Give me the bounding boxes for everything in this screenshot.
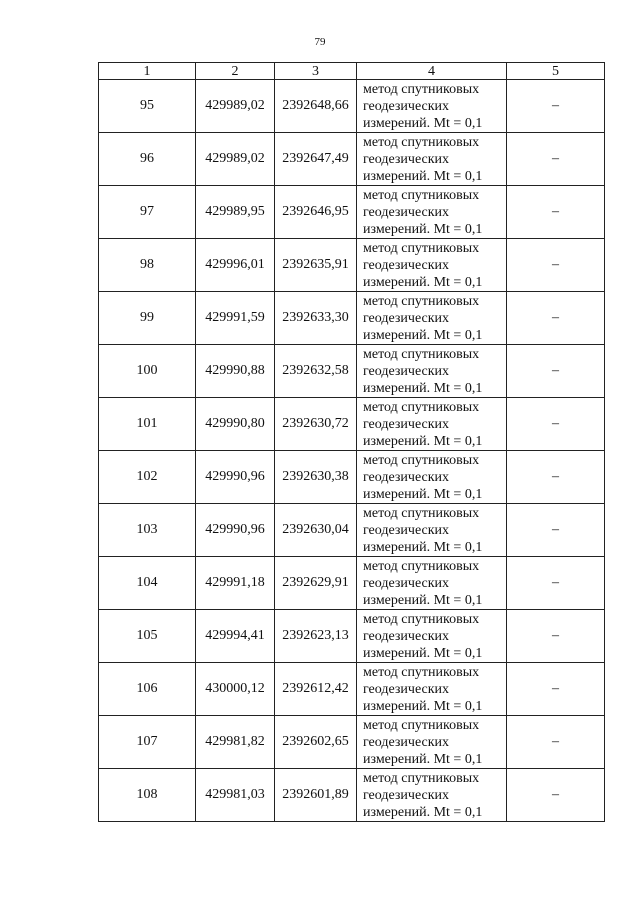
method-line: измерений. Mt = 0,1 [363, 645, 483, 661]
method-cell [357, 451, 507, 504]
method-line: метод спутниковых [363, 770, 480, 786]
table-row [99, 345, 605, 398]
table-row [99, 133, 605, 186]
method-cell [357, 398, 507, 451]
method-line: измерений. Mt = 0,1 [363, 327, 483, 343]
table-header [99, 63, 605, 80]
method-line: измерений. Mt = 0,1 [363, 751, 483, 767]
point-number-cell: 100 [99, 345, 196, 398]
table-row [99, 292, 605, 345]
method-cell [357, 610, 507, 663]
y-coordinate-cell: 2392629,91 [275, 557, 357, 610]
point-number-cell: 102 [99, 451, 196, 504]
method-line: метод спутниковых [363, 399, 480, 415]
method-line: измерений. Mt = 0,1 [363, 380, 483, 396]
method-line: метод спутниковых [363, 664, 480, 680]
y-coordinate-cell: 2392630,72 [275, 398, 357, 451]
method-line: метод спутниковых [363, 611, 480, 627]
method-cell [357, 133, 507, 186]
point-number-cell: 108 [99, 769, 196, 822]
table-row [99, 451, 605, 504]
method-line: метод спутниковых [363, 452, 480, 468]
x-coordinate-cell: 429989,02 [196, 80, 275, 133]
method-cell [357, 769, 507, 822]
x-coordinate-cell: 429990,96 [196, 504, 275, 557]
point-number-cell: 97 [99, 186, 196, 239]
method-line: измерений. Mt = 0,1 [363, 274, 483, 290]
method-line: геодезических [363, 575, 450, 591]
header-cell-4: 4 [357, 63, 507, 80]
y-coordinate-cell: 2392633,30 [275, 292, 357, 345]
table-row [99, 769, 605, 822]
header-cell-3: 3 [275, 63, 357, 80]
method-line: измерений. Mt = 0,1 [363, 698, 483, 714]
note-cell: – [507, 133, 605, 186]
y-coordinate-cell: 2392612,42 [275, 663, 357, 716]
method-line: геодезических [363, 787, 450, 803]
table-row [99, 80, 605, 133]
y-coordinate-cell: 2392623,13 [275, 610, 357, 663]
table-row [99, 557, 605, 610]
method-line: метод спутниковых [363, 187, 480, 203]
method-line: измерений. Mt = 0,1 [363, 592, 483, 608]
x-coordinate-cell: 429990,80 [196, 398, 275, 451]
header-cell-1: 1 [99, 63, 196, 80]
y-coordinate-cell: 2392602,65 [275, 716, 357, 769]
method-line: метод спутниковых [363, 558, 480, 574]
method-line: метод спутниковых [363, 293, 480, 309]
method-cell [357, 557, 507, 610]
note-cell: – [507, 292, 605, 345]
method-line: геодезических [363, 257, 450, 273]
header-cell-2: 2 [196, 63, 275, 80]
x-coordinate-cell: 429994,41 [196, 610, 275, 663]
header-row [99, 63, 605, 80]
x-coordinate-cell: 429989,02 [196, 133, 275, 186]
x-coordinate-cell: 429981,03 [196, 769, 275, 822]
y-coordinate-cell: 2392632,58 [275, 345, 357, 398]
method-line: измерений. Mt = 0,1 [363, 804, 483, 820]
table-row [99, 239, 605, 292]
y-coordinate-cell: 2392630,38 [275, 451, 357, 504]
note-cell: – [507, 186, 605, 239]
table-row [99, 398, 605, 451]
method-line: геодезических [363, 416, 450, 432]
table-row [99, 716, 605, 769]
x-coordinate-cell: 429990,88 [196, 345, 275, 398]
y-coordinate-cell: 2392630,04 [275, 504, 357, 557]
method-line: измерений. Mt = 0,1 [363, 221, 483, 237]
method-cell [357, 239, 507, 292]
x-coordinate-cell: 430000,12 [196, 663, 275, 716]
point-number-cell: 103 [99, 504, 196, 557]
x-coordinate-cell: 429981,82 [196, 716, 275, 769]
note-cell: – [507, 716, 605, 769]
note-cell: – [507, 769, 605, 822]
note-cell: – [507, 398, 605, 451]
method-line: измерений. Mt = 0,1 [363, 168, 483, 184]
method-line: метод спутниковых [363, 240, 480, 256]
note-cell: – [507, 504, 605, 557]
note-cell: – [507, 239, 605, 292]
method-line: метод спутниковых [363, 134, 480, 150]
table-row [99, 610, 605, 663]
note-cell: – [507, 557, 605, 610]
method-cell [357, 663, 507, 716]
method-line: геодезических [363, 98, 450, 114]
method-line: геодезических [363, 628, 450, 644]
method-line: геодезических [363, 204, 450, 220]
method-cell [357, 345, 507, 398]
note-cell: – [507, 80, 605, 133]
table-row [99, 186, 605, 239]
point-number-cell: 105 [99, 610, 196, 663]
method-line: измерений. Mt = 0,1 [363, 486, 483, 502]
method-line: геодезических [363, 469, 450, 485]
point-number-cell: 96 [99, 133, 196, 186]
table-body [99, 80, 605, 822]
y-coordinate-cell: 2392601,89 [275, 769, 357, 822]
coordinates-table [98, 62, 605, 822]
x-coordinate-cell: 429989,95 [196, 186, 275, 239]
y-coordinate-cell: 2392648,66 [275, 80, 357, 133]
point-number-cell: 106 [99, 663, 196, 716]
note-cell: – [507, 610, 605, 663]
x-coordinate-cell: 429991,18 [196, 557, 275, 610]
y-coordinate-cell: 2392635,91 [275, 239, 357, 292]
method-line: метод спутниковых [363, 346, 480, 362]
point-number-cell: 98 [99, 239, 196, 292]
point-number-cell: 95 [99, 80, 196, 133]
x-coordinate-cell: 429991,59 [196, 292, 275, 345]
note-cell: – [507, 345, 605, 398]
method-line: измерений. Mt = 0,1 [363, 433, 483, 449]
method-line: геодезических [363, 522, 450, 538]
method-line: геодезических [363, 734, 450, 750]
method-line: метод спутниковых [363, 505, 480, 521]
method-line: метод спутниковых [363, 81, 480, 97]
y-coordinate-cell: 2392647,49 [275, 133, 357, 186]
method-line: геодезических [363, 363, 450, 379]
method-cell [357, 80, 507, 133]
method-cell [357, 504, 507, 557]
method-line: измерений. Mt = 0,1 [363, 115, 483, 131]
x-coordinate-cell: 429990,96 [196, 451, 275, 504]
point-number-cell: 104 [99, 557, 196, 610]
page-number: 79 [314, 36, 326, 48]
method-line: геодезических [363, 151, 450, 167]
header-cell-5: 5 [507, 63, 605, 80]
table-row [99, 663, 605, 716]
method-cell [357, 716, 507, 769]
x-coordinate-cell: 429996,01 [196, 239, 275, 292]
y-coordinate-cell: 2392646,95 [275, 186, 357, 239]
point-number-cell: 107 [99, 716, 196, 769]
point-number-cell: 101 [99, 398, 196, 451]
table-row [99, 504, 605, 557]
note-cell: – [507, 663, 605, 716]
method-cell [357, 292, 507, 345]
method-cell [357, 186, 507, 239]
method-line: геодезических [363, 681, 450, 697]
note-cell: – [507, 451, 605, 504]
method-line: метод спутниковых [363, 717, 480, 733]
point-number-cell: 99 [99, 292, 196, 345]
method-line: измерений. Mt = 0,1 [363, 539, 483, 555]
method-line: геодезических [363, 310, 450, 326]
